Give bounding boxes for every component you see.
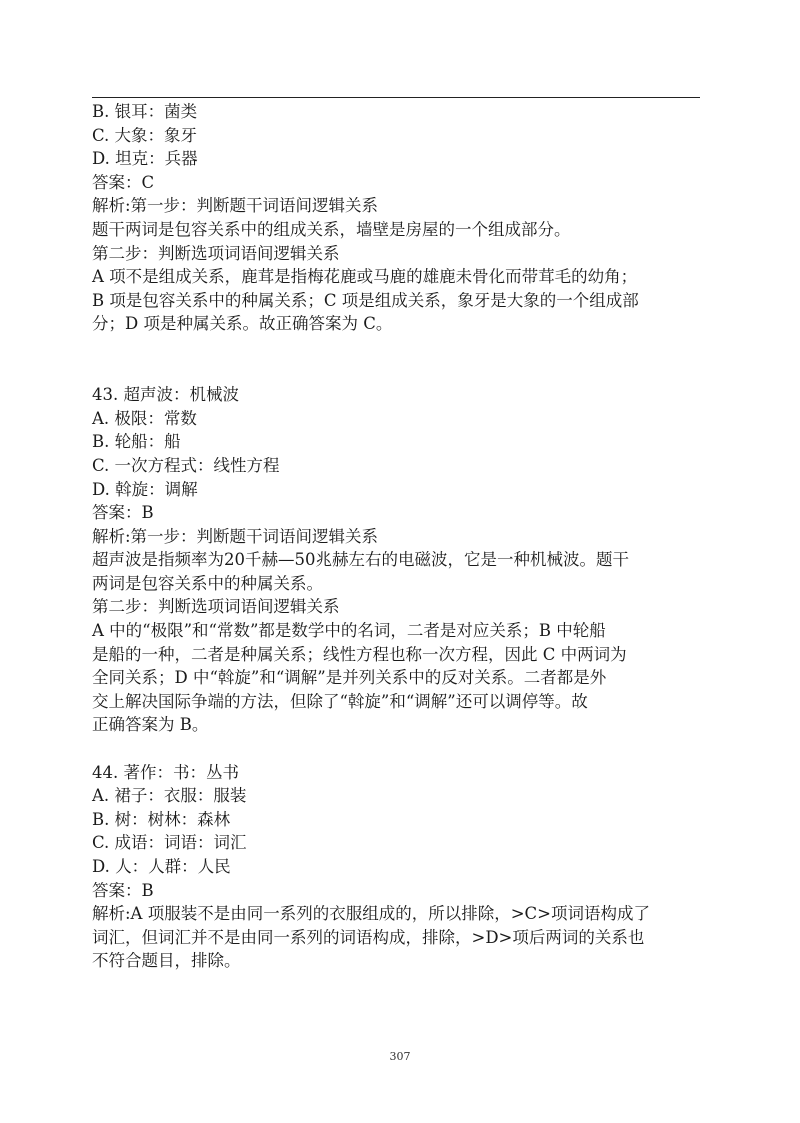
question-42-tail — [92, 100, 704, 336]
option-c: C. 成语：词语：词汇 — [92, 833, 247, 853]
answer: 答案：B — [92, 503, 154, 523]
option-b: B. 轮船：船 — [92, 432, 181, 452]
option-a: A. 裙子：衣服：服装 — [92, 786, 247, 806]
analysis-line: 解析:第一步：判断题干词语间逻辑关系 — [92, 196, 379, 216]
analysis-line: 不符合题目，排除。 — [92, 951, 241, 971]
analysis-line: 正确答案为 B。 — [92, 715, 209, 735]
analysis-line: A 项不是组成关系，鹿茸是指梅花鹿或马鹿的雄鹿未骨化而带茸毛的幼角； — [92, 267, 638, 287]
header-rule — [92, 97, 700, 98]
analysis-line: 超声波是指频率为20千赫—50兆赫左右的电磁波，它是一种机械波。题干 — [92, 550, 629, 570]
analysis-line: 词汇，但词汇并不是由同一系列的词语构成，排除，>D>项后两词的关系也 — [92, 927, 645, 947]
option-d: D. 坦克：兵器 — [92, 149, 198, 169]
question-43 — [92, 383, 704, 737]
option-b: B. 树：树林：森林 — [92, 809, 231, 829]
question-44 — [92, 761, 704, 973]
page-content — [92, 100, 704, 973]
page-number: 307 — [389, 1050, 411, 1063]
analysis-line: 解析:A 项服装不是由同一系列的衣服组成的，所以排除，>C>项词语构成了 — [92, 904, 650, 924]
option-d: D. 人：人群：人民 — [92, 857, 231, 876]
question-stem: 44. 著作：书：丛书 — [92, 762, 239, 782]
section-gap — [92, 737, 704, 761]
analysis-line: B 项是包容关系中的种属关系；C 项是组成关系，象牙是大象的一个组成部 — [92, 290, 639, 310]
option-c: C. 一次方程式：线性方程 — [92, 455, 280, 475]
analysis-line: 解析:第一步：判断题干词语间逻辑关系 — [92, 526, 379, 546]
analysis-line: 分；D 项是种属关系。故正确答案为 C。 — [92, 314, 393, 334]
answer: 答案：C — [92, 172, 155, 192]
answer: 答案：B — [92, 880, 154, 900]
analysis-line: 是船的一种，二者是种属关系；线性方程也称一次方程，因此 C 中两词为 — [92, 644, 627, 664]
analysis-line: 两词是包容关系中的种属关系。 — [92, 573, 323, 593]
option-c: C. 大象：象牙 — [92, 125, 198, 145]
option-b: B. 银耳：菌类 — [92, 102, 198, 121]
option-a: A. 极限：常数 — [92, 408, 197, 428]
analysis-line: 全同关系；D 中“斡旋”和“调解”是并列关系中的反对关系。二者都是外 — [92, 668, 607, 688]
option-d: D. 斡旋：调解 — [92, 479, 198, 499]
analysis-line: 题干两词是包容关系中的组成关系，墙壁是房屋的一个组成部分。 — [92, 219, 571, 239]
analysis-line: 第二步：判断选项词语间逻辑关系 — [92, 243, 340, 263]
question-stem: 43. 超声波：机械波 — [92, 385, 239, 405]
analysis-line: A 中的“极限”和“常数”都是数学中的名词，二者是对应关系；B 中轮船 — [92, 621, 606, 641]
section-gap — [92, 336, 704, 383]
analysis-line: 第二步：判断选项词语间逻辑关系 — [92, 597, 340, 617]
analysis-line: 交上解决国际争端的方法，但除了“斡旋”和“调解”还可以调停等。故 — [92, 691, 588, 711]
